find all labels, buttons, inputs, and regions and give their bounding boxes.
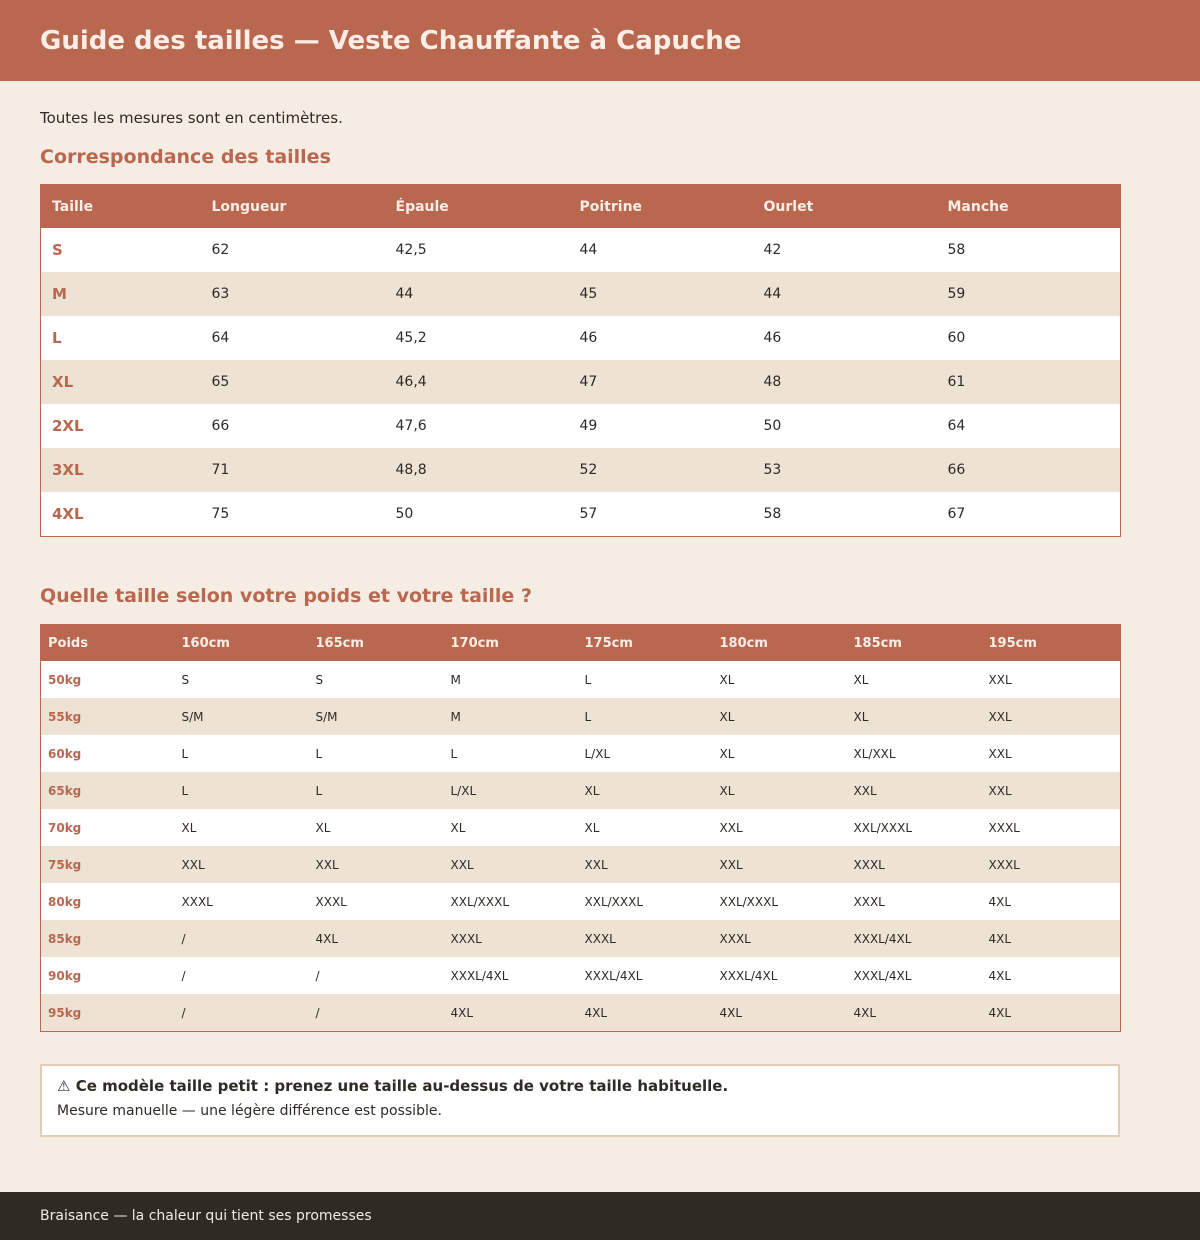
table-cell: 42 [763,242,782,258]
table-cell: 75 [211,506,230,522]
table-cell: XL [315,820,331,835]
table-cell: XXL [444,846,578,883]
table-row [41,920,1121,957]
column-header: Longueur [201,185,385,229]
table-cell: 46 [579,330,598,346]
row-header-cell: 2XL [52,417,84,435]
table-cell: XXL [982,772,1121,809]
row-header-cell: 65kg [41,772,175,809]
table-cell: XXXL/4XL [853,968,912,983]
table-cell: 59 [937,272,1121,316]
column-header: 195cm [982,625,1121,662]
table-cell: L [309,772,444,809]
table-cell: XXL [309,846,444,883]
table-cell: 50 [763,418,782,434]
table-cell: XXL/XXXL [853,820,913,835]
column-header: 160cm [175,625,309,662]
table-cell: 4XL [309,920,444,957]
row-header-cell: 50kg [48,672,82,687]
table-cell: 4XL [982,994,1121,1032]
warning-icon: ⚠ [57,1077,71,1095]
table-cell: XXXL [982,846,1121,883]
table-cell: L [578,698,713,735]
table-cell: 44 [385,272,569,316]
table-cell: XXL [988,746,1012,761]
table-cell: XXL [847,772,982,809]
row-header-cell: 70kg [48,820,82,835]
table-cell: XXXL [315,894,347,909]
table-row [41,957,1121,994]
table-cell: L [315,746,323,761]
table-cell: 66 [211,418,230,434]
table-cell: 62 [211,242,230,258]
column-header: Poids [41,625,175,662]
table-cell: 4XL [578,994,713,1032]
table-cell: XL/XXL [853,746,896,761]
table-cell: 44 [579,242,598,258]
table-row [41,228,1121,272]
table-cell: XXXL [181,894,213,909]
table-cell: XXL [175,846,309,883]
table-cell: 71 [201,448,385,492]
table-row [41,316,1121,360]
size-correspondence-table [40,184,1121,537]
table-cell: 49 [579,418,598,434]
table-cell: XL [578,772,713,809]
table-cell: XXXL/4XL [719,968,778,983]
table-row [41,448,1121,492]
table-cell: XXXL [988,820,1020,835]
table-row [41,492,1121,537]
table-cell: L/XL [444,772,578,809]
table-cell: L [450,746,458,761]
column-header: 170cm [444,625,578,662]
row-header-cell: 55kg [41,698,175,735]
table-cell: XL [713,772,847,809]
table-cell: XL [847,698,982,735]
row-header-cell: M [41,272,201,316]
table-row [41,846,1121,883]
table-cell: 52 [569,448,753,492]
column-header: 175cm [578,625,713,662]
table-header-row [41,625,1121,662]
table-cell: 64 [947,418,966,434]
table-cell: 42,5 [395,242,427,258]
table-cell: / [315,968,320,983]
table-cell: S [181,672,190,687]
table-cell: XL [181,820,197,835]
column-header: 180cm [713,625,847,662]
table-cell: 44 [753,272,937,316]
weight-table-title: Quelle taille selon votre poids et votre taille ? [40,585,532,607]
table-cell: 4XL [982,920,1121,957]
table-cell: 48,8 [385,448,569,492]
table-cell: / [309,994,444,1032]
table-cell: 50 [395,506,414,522]
table-cell: XXL/XXXL [584,894,644,909]
table-cell: S/M [175,698,309,735]
table-cell: 47,6 [395,418,427,434]
weight-height-table [40,624,1121,1032]
table-row [41,360,1121,404]
table-cell: XXL/XXXL [719,894,779,909]
page-header [0,0,1200,81]
table-cell: 4XL [847,994,982,1032]
row-header-cell: 95kg [41,994,175,1032]
row-header-cell: 85kg [41,920,175,957]
table-row [41,698,1121,735]
table-cell: 4XL [713,994,847,1032]
footer-text: Braisance — la chaleur qui tient ses promesses [40,1208,372,1224]
table-cell: M [444,698,578,735]
row-header-cell: S [52,241,63,259]
table-row [41,772,1121,809]
row-header-cell: 90kg [48,968,82,983]
table-cell: XXL/XXXL [450,894,510,909]
table-cell: 4XL [988,968,1012,983]
note-subtitle: Mesure manuelle — une légère différence est possible. [57,1103,442,1119]
size-table-title: Correspondance des tailles [40,146,331,168]
main-content [0,109,1200,1137]
table-cell: 46 [763,330,782,346]
table-cell: XXXL/4XL [847,920,982,957]
table-cell: XXL [719,820,743,835]
table-cell: / [175,994,309,1032]
page-footer [0,1192,1200,1240]
table-cell: 64 [211,330,230,346]
table-cell: 60 [947,330,966,346]
table-cell: XXXL [847,846,982,883]
table-cell: XXXL [444,920,578,957]
table-cell: XXXL [853,894,885,909]
row-header-cell: L [52,329,62,347]
table-cell: XXXL/4XL [450,968,509,983]
table-cell: 46,4 [385,360,569,404]
table-cell: / [175,920,309,957]
table-row [41,272,1121,316]
column-header: Poitrine [569,185,753,229]
column-header: Ourlet [753,185,937,229]
row-header-cell: 60kg [48,746,82,761]
table-cell: 58 [763,506,782,522]
table-cell: XL [584,820,600,835]
table-cell: 45,2 [395,330,427,346]
table-cell: XXXL [578,920,713,957]
table-row [41,735,1121,772]
table-cell: S [315,672,324,687]
table-cell: 48 [753,360,937,404]
table-cell: 61 [937,360,1121,404]
fit-warning-note [40,1064,1120,1137]
table-cell: XXL [713,846,847,883]
note-title-text: Ce modèle taille petit : prenez une taille au-dessus de votre taille habituelle. [75,1077,729,1095]
column-header: Manche [937,185,1121,229]
note-title [57,1077,1103,1095]
table-cell: 4XL [988,894,1012,909]
table-cell: 4XL [444,994,578,1032]
column-header: 185cm [847,625,982,662]
table-cell: / [181,968,186,983]
table-row [41,404,1121,448]
table-cell: XL [450,820,466,835]
table-cell: 63 [201,272,385,316]
table-cell: M [450,672,461,687]
table-cell: 67 [947,506,966,522]
table-header-row [41,185,1121,229]
table-cell: XXXL [713,920,847,957]
column-header: Taille [41,185,201,229]
table-cell: XL [713,698,847,735]
table-cell: XL [853,672,869,687]
table-cell: S/M [309,698,444,735]
table-row [41,994,1121,1032]
table-cell: L/XL [584,746,611,761]
table-cell: XL [719,672,735,687]
table-cell: XXL [982,698,1121,735]
table-cell: XXL [988,672,1012,687]
intro-text: Toutes les mesures sont en centimètres. [40,109,343,127]
row-header-cell: 4XL [52,505,84,523]
table-cell: L [584,672,592,687]
table-cell: L [181,746,189,761]
table-cell: XXXL/4XL [584,968,643,983]
table-cell: 57 [579,506,598,522]
column-header: Épaule [385,185,569,229]
table-cell: 66 [937,448,1121,492]
table-cell: XL [719,746,735,761]
table-cell: 45 [569,272,753,316]
table-row [41,883,1121,920]
table-cell: 53 [753,448,937,492]
table-cell: XXL [578,846,713,883]
row-header-cell: XL [41,360,201,404]
page-title: Guide des tailles — Veste Chauffante à Capuche [40,25,742,56]
column-header: 165cm [309,625,444,662]
table-row [41,809,1121,846]
table-cell: 65 [201,360,385,404]
row-header-cell: 75kg [41,846,175,883]
table-cell: 58 [947,242,966,258]
table-row [41,661,1121,698]
table-cell: 47 [569,360,753,404]
row-header-cell: 3XL [41,448,201,492]
row-header-cell: 80kg [48,894,82,909]
table-cell: L [175,772,309,809]
